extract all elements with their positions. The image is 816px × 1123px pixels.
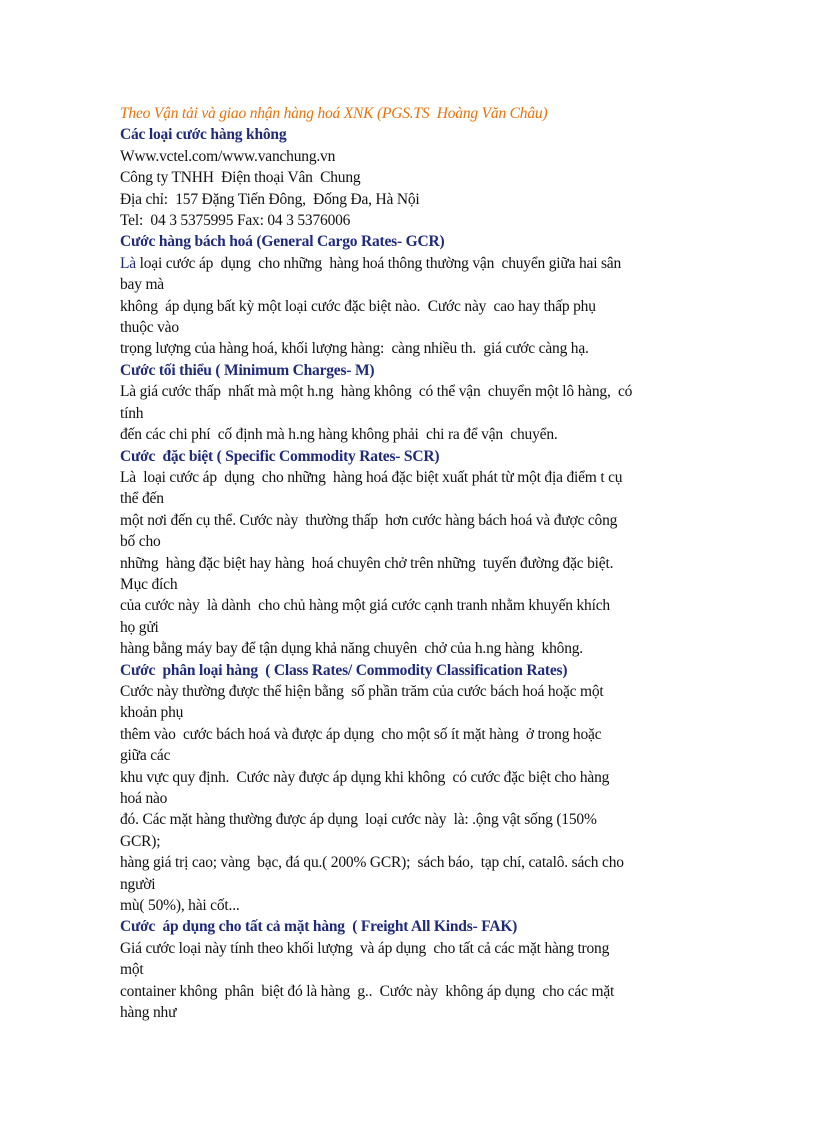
section-scr xyxy=(120,446,700,660)
section-line: giữa các xyxy=(120,747,171,765)
contact-company: Công ty TNHH Điện thoại Vân Chung xyxy=(120,169,361,187)
section-line: một nơi đến cụ thể. Cước này thường thấp hơn cước hàng bách hoá và được công xyxy=(120,511,618,529)
section-line: trọng lượng của hàng hoá, khối lượng hàng: càng nhiều th. giá cước càng hạ. xyxy=(120,340,589,358)
section-line: mù( 50%), hài cốt... xyxy=(120,897,240,915)
section-line: thêm vào cước bách hoá và được áp dụng cho một số ít mặt hàng ở trong hoặc xyxy=(120,725,602,743)
section-minimum xyxy=(120,360,700,446)
section-line: đến các chi phí cố định mà h.ng hàng không phải chi ra để vận chuyển. xyxy=(120,426,558,444)
section-heading: Cước phân loại hàng ( Class Rates/ Commodity Classification Rates) xyxy=(120,661,568,679)
section-line: hàng bằng máy bay để tận dụng khả năng chuyên chở của h.ng hàng không. xyxy=(120,640,583,658)
section-gcr xyxy=(120,231,700,359)
contact-web: Www.vctel.com/www.vanchung.vn xyxy=(120,147,336,165)
section-line: Là giá cước thấp nhất mà một h.ng hàng không có thể vận chuyển một lô hàng, có xyxy=(120,383,633,401)
section-line: của cước này là dành cho chủ hàng một giá cước cạnh tranh nhằm khuyến khích xyxy=(120,597,610,615)
section-line: Giá cước loại này tính theo khối lượng và áp dụng cho tất cả các mặt hàng trong xyxy=(120,939,610,957)
section-line: Là loại cước áp dụng cho những hàng hoá thông thường vận chuyển giữa hai sân xyxy=(120,254,622,272)
section-fak xyxy=(120,916,700,1023)
section-line: người xyxy=(120,875,156,893)
section-line: không áp dụng bất kỳ một loại cước đặc biệt nào. Cước này cao hay thấp phụ xyxy=(120,297,596,315)
section-line: hàng giá trị cao; vàng bạc, đá qu.( 200% GCR); sách báo, tạp chí, catalô. sách cho xyxy=(120,854,624,872)
section-line: khu vực quy định. Cước này được áp dụng khi không có cước đặc biệt cho hàng xyxy=(120,768,610,786)
section-heading: Cước áp dụng cho tất cả mặt hàng ( Freight All Kinds- FAK) xyxy=(120,918,518,936)
section-line: hoá nào xyxy=(120,790,168,807)
section-line: tính xyxy=(120,404,144,422)
section-heading: Cước đặc biệt ( Specific Commodity Rates- SCR) xyxy=(120,447,440,465)
section-line: bố cho xyxy=(120,533,161,551)
section-lead: Là xyxy=(120,254,136,272)
section-line: container không phân biệt đó là hàng g.. Cước này không áp dụng cho các mặt xyxy=(120,982,615,1000)
section-line: thuộc vào xyxy=(120,319,179,337)
section-line: bay mà xyxy=(120,276,164,294)
section-line: khoản phụ xyxy=(120,704,184,722)
section-line: một xyxy=(120,961,144,979)
section-line: đó. Các mặt hàng thường được áp dụng loại cước này là: .ộng vật sống (150% xyxy=(120,811,597,829)
section-line: những hàng đặc biệt hay hàng hoá chuyên chở trên những tuyến đường đặc biệt. xyxy=(120,554,614,572)
section-line: Là loại cước áp dụng cho những hàng hoá đặc biệt xuất phát từ một địa điểm t cụ xyxy=(120,468,623,486)
section-heading: Cước hàng bách hoá (General Cargo Rates- GCR) xyxy=(120,233,445,251)
section-heading: Cước tối thiểu ( Minimum Charges- M) xyxy=(120,361,375,379)
section-class-rates xyxy=(120,660,700,917)
source-citation: Theo Vận tải và giao nhận hàng hoá XNK (PGS.TS Hoàng Văn Châu) xyxy=(120,105,548,122)
section-line: GCR); xyxy=(120,832,161,850)
document-title: Các loại cước hàng không xyxy=(120,126,287,144)
section-line: hàng như xyxy=(120,1004,177,1022)
section-line: Cước này thường được thể hiện bằng số phần trăm của cước bách hoá hoặc một xyxy=(120,682,604,700)
section-line: thể đến xyxy=(120,490,164,508)
section-line: Mục đích xyxy=(120,575,178,593)
document-page xyxy=(120,103,700,1023)
section-line: họ gửi xyxy=(120,618,159,636)
contact-tel: Tel: 04 3 5375995 Fax: 04 3 5376006 xyxy=(120,212,351,230)
contact-address: Địa chỉ: 157 Đặng Tiến Đông, Đống Đa, Hà Nội xyxy=(120,190,420,208)
